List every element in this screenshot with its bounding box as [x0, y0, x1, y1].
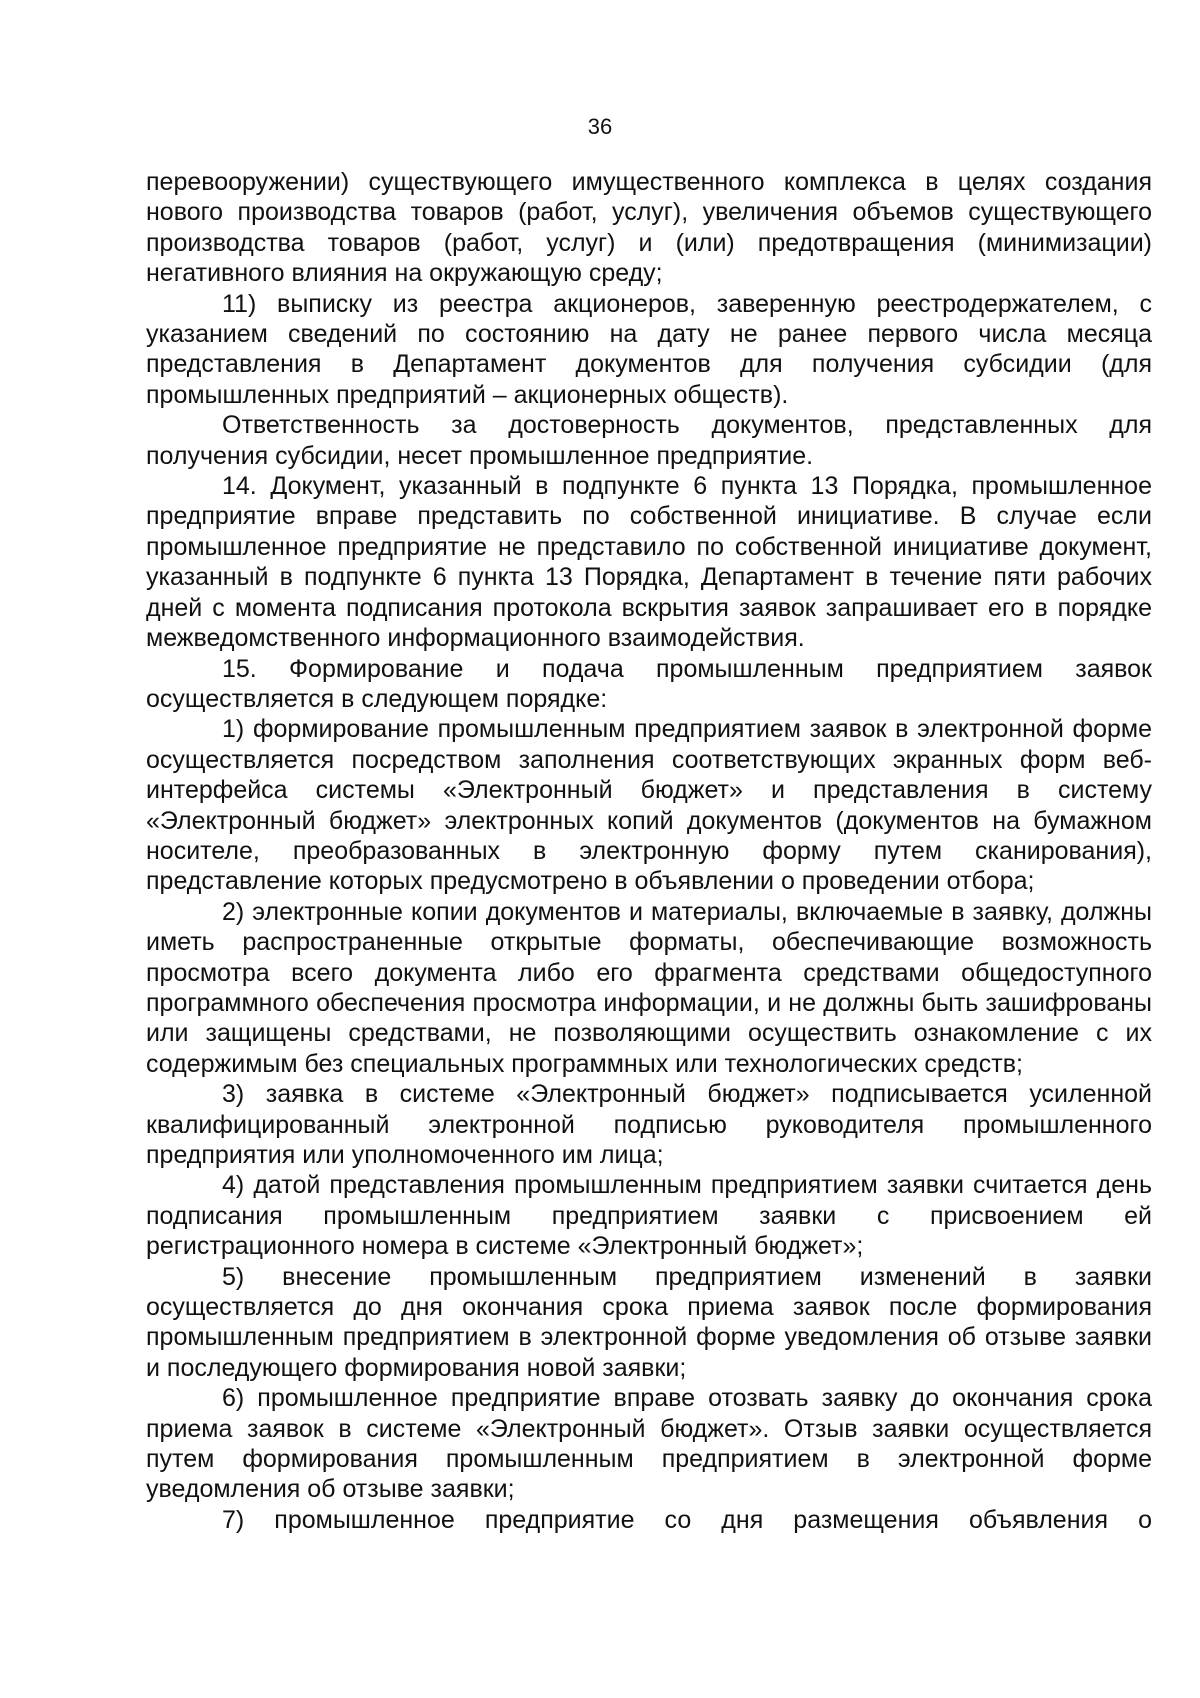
paragraph-item-6: 6) промышленное предприятие вправе отозвать заявку до окончания срока приема заявок в системе «Электронный бюджет». Отзыв заявки осуществляется путем формирования промышленным предприятием в электронной форме уведомления об отзыве заявки;	[146, 1384, 1152, 1504]
paragraph-continuation: перевооружении) существующего имущественного комплекса в целях создания нового производства товаров (работ, услуг), увеличения объемов существующего производства товаров (работ, услуг) и (или) предотвращения (минимизации) негативного влияния на окружающую среду;	[146, 168, 1152, 288]
paragraph-clause-14: 14. Документ, указанный в подпункте 6 пункта 13 Порядка, промышленное предприятие вправе представить по собственной инициативе. В случае если промышленное предприятие не представило по собственной инициативе документ, указанный в подпункте 6 пункта 13 Порядка, Департамент в течение пяти рабочих дней с момента подписания протокола вскрытия заявок запрашивает его в порядке межведомственного информационного взаимодействия.	[146, 472, 1152, 653]
page-number: 36	[587, 114, 613, 139]
paragraph-item-1: 1) формирование промышленным предприятием заявок в электронной форме осуществляется посредством заполнения соответствующих экранных форм веб-интерфейса системы «Электронный бюджет» и представления в систему «Электронный бюджет» электронных копий документов (документов на бумажном носителе, преобразованных в электронную форму путем сканирования), представление которых предусмотрено в объявлении о проведении отбора;	[146, 715, 1152, 896]
paragraph-item-3: 3) заявка в системе «Электронный бюджет» подписывается усиленной квалифицированный электронной подписью руководителя промышленного предприятия или уполномоченного им лица;	[146, 1080, 1152, 1169]
paragraph-item-4: 4) датой представления промышленным предприятием заявки считается день подписания промышленным предприятием заявки с присвоением ей регистрационного номера в системе «Электронный бюджет»;	[146, 1171, 1152, 1261]
paragraph-item-2: 2) электронные копии документов и материалы, включаемые в заявку, должны иметь распространенные открытые форматы, обеспечивающие возможность просмотра всего документа либо его фрагмента средствами общедоступного программного обеспечения просмотра информации, и не должны быть зашифрованы или защищены средствами, не позволяющими осуществить ознакомление с их содержимым без специальных программных или технологических средств;	[146, 897, 1152, 1078]
paragraph-responsibility: Ответственность за достоверность документов, представленных для получения субсидии, несет промышленное предприятие.	[146, 411, 1152, 470]
paragraph-item-7: 7) промышленное предприятие со дня размещения объявления о	[222, 1505, 1152, 1534]
document-body	[146, 167, 1152, 1535]
paragraph-clause-15: 15. Формирование и подача промышленным предприятием заявок осуществляется в следующем порядке:	[146, 654, 1152, 713]
paragraph-item-11: 11) выписку из реестра акционеров, заверенную реестродержателем, с указанием сведений по состоянию на дату не ранее первого числа месяца представления в Департамент документов для получения субсидии (для промышленных предприятий – акционерных обществ).	[146, 289, 1152, 409]
paragraph-item-5: 5) внесение промышленным предприятием изменений в заявки осуществляется до дня окончания срока приема заявок после формирования промышленным предприятием в электронной форме уведомления об отзыве заявки и последующего формирования новой заявки;	[146, 1262, 1152, 1382]
